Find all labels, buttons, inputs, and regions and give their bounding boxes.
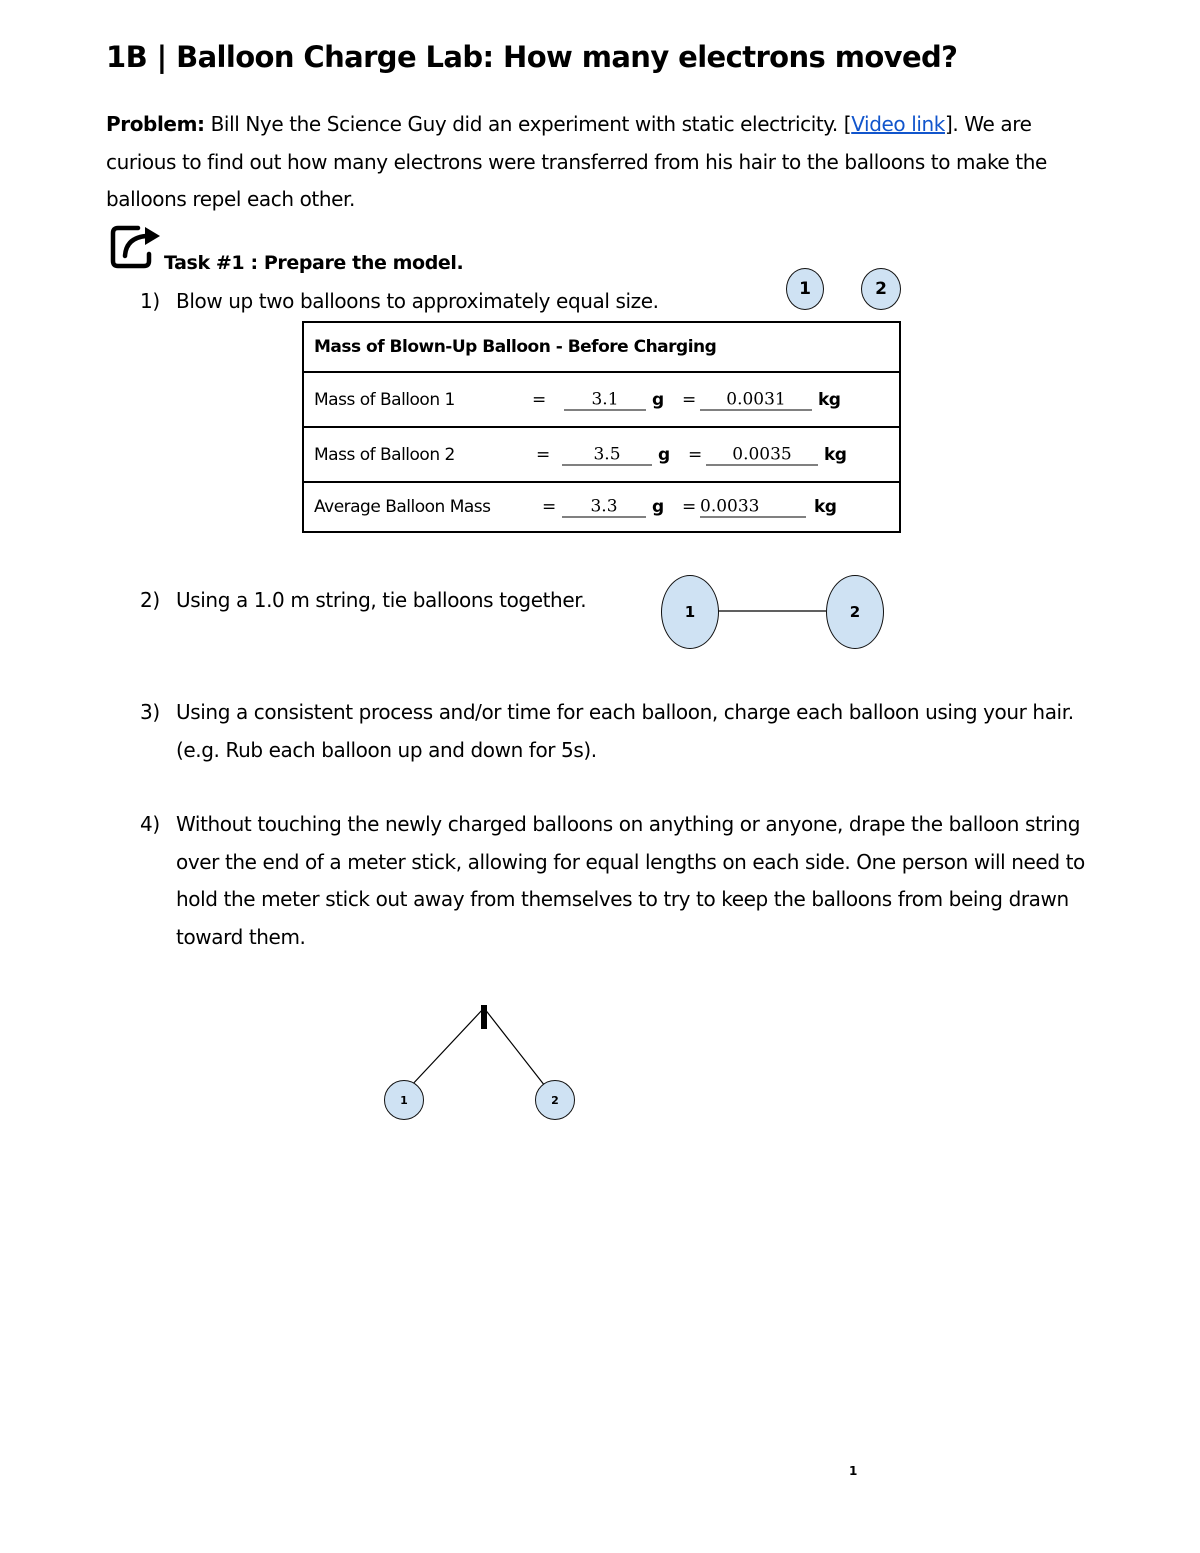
equals-sign: = (536, 444, 550, 465)
problem-text-before-link: Bill Nye the Science Guy did an experiment with static electricity. [ (210, 112, 852, 136)
kg-value: 0.0033 (700, 497, 806, 518)
table-row (303, 372, 900, 427)
problem-label: Problem: (106, 112, 205, 136)
grams-value: 3.3 (562, 497, 646, 518)
table-row (303, 427, 900, 482)
mass-table (302, 321, 901, 533)
grams-unit: g (658, 444, 670, 465)
step-number-2: 2) (140, 588, 160, 612)
equals-sign: = (688, 444, 702, 465)
balloon-2-label: 2 (551, 1093, 559, 1107)
page-number: 1 (849, 1464, 858, 1478)
grams-value: 3.5 (562, 444, 652, 465)
table-row (303, 482, 900, 532)
kg-value: 0.0031 (700, 389, 812, 410)
balloon-2-label: 2 (875, 279, 887, 299)
step-text-1: Blow up two balloons to approximately equal size. (176, 289, 659, 313)
balloon-1-icon (661, 575, 719, 649)
step-number-3: 3) (140, 700, 160, 724)
balloon-1-label: 1 (684, 603, 696, 621)
task-heading: Task #1 : Prepare the model. (164, 252, 464, 274)
share-arrow-icon (108, 222, 164, 272)
row-label: Mass of Balloon 2 (314, 444, 455, 465)
kg-unit: kg (818, 389, 841, 410)
row-label: Mass of Balloon 1 (314, 389, 455, 410)
balloon-2-icon (535, 1080, 575, 1120)
balloon-1-icon (384, 1080, 424, 1120)
row-label: Average Balloon Mass (314, 497, 491, 517)
table-header: Mass of Blown-Up Balloon - Before Charging (303, 322, 900, 372)
equals-sign: = (682, 389, 696, 410)
step-text-4: Without touching the newly charged balloons on anything or anyone, drape the balloon string over the end of a meter stick, allowing for equal lengths on each side. One person will need to hold the meter stick out away from themselves to try to keep the balloons from being drawn toward them. (176, 812, 1085, 949)
balloon-1-icon (786, 268, 824, 310)
page-title: 1B | Balloon Charge Lab: How many electrons moved? (106, 40, 958, 74)
kg-unit: kg (814, 497, 837, 517)
table-header-row (303, 322, 900, 372)
string-right (484, 1008, 545, 1086)
kg-unit: kg (824, 444, 847, 465)
step-number-1: 1) (140, 289, 160, 313)
problem-text-after-link: ]. We are curious to find out how many electrons were transferred from his hair to the balloons to make the balloons repel each other. (106, 112, 1047, 211)
step-text-2: Using a 1.0 m string, tie balloons together. (176, 588, 587, 612)
grams-unit: g (652, 497, 664, 517)
balloon-1-label: 1 (799, 279, 811, 299)
balloon-1-label: 1 (400, 1093, 408, 1107)
step-text-3: Using a consistent process and/or time for each balloon, charge each balloon using your hair. (e.g. Rub each balloon up and down for 5s). (176, 700, 1074, 762)
balloon-2-icon (826, 575, 884, 649)
problem-statement (106, 106, 1096, 219)
step-number-4: 4) (140, 812, 160, 836)
kg-value: 0.0035 (706, 444, 818, 465)
equals-sign: = (682, 497, 696, 517)
grams-unit: g (652, 389, 664, 410)
balloon-2-icon (861, 268, 901, 310)
balloon-2-label: 2 (849, 603, 861, 621)
string-left (410, 1008, 484, 1087)
grams-value: 3.1 (564, 389, 646, 410)
video-link[interactable]: Video link (851, 112, 945, 136)
equals-sign: = (542, 497, 556, 517)
equals-sign: = (532, 389, 546, 410)
